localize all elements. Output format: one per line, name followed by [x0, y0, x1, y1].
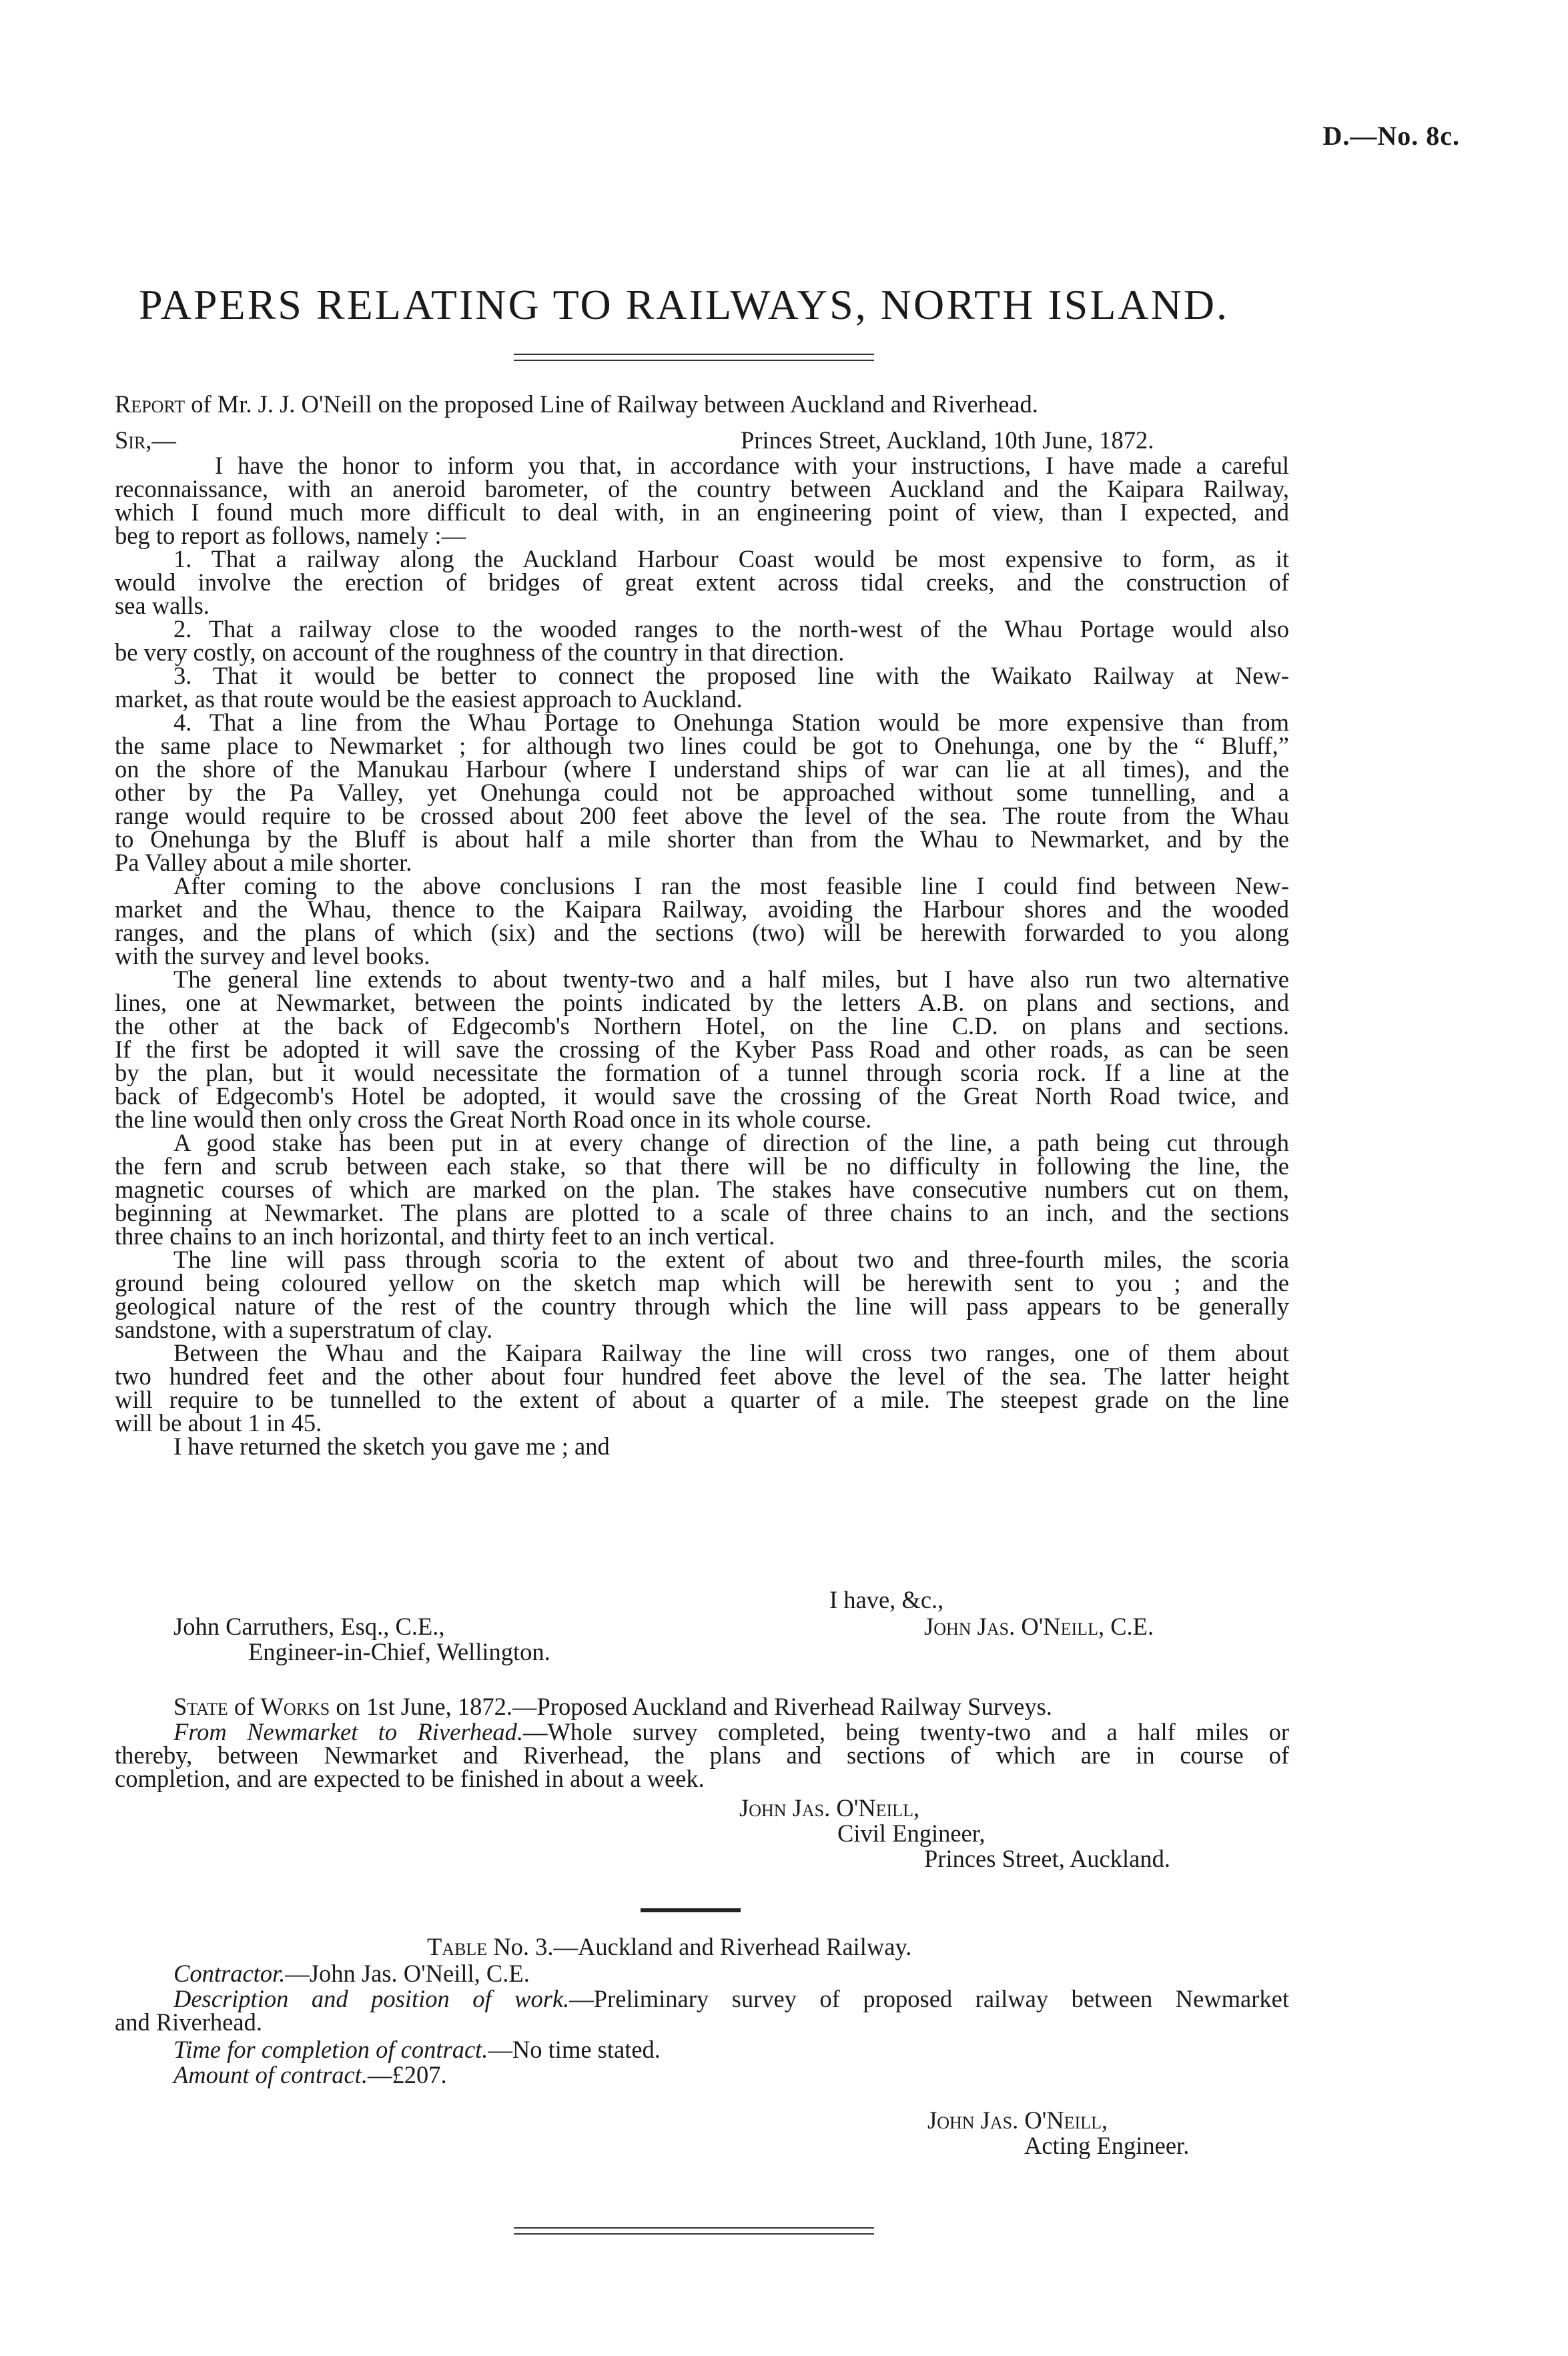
report-paragraph-7-line-3: the other at the back of Edgecomb's Northern Hotel, on the line C.D. on plans and sections.: [115, 1012, 1289, 1040]
amount-value: —£207.: [367, 2061, 447, 2088]
report-paragraph-7-line-4: If the first be adopted it will save the crossing of the Kyber Pass Road and other roads, as can be seen: [115, 1036, 1289, 1063]
route-label: From Newmarket to Riverhead.: [173, 1718, 523, 1745]
report-paragraph-4-line-1: 3. That it would be better to connect the proposed line with the Waikato Railway at New-: [173, 662, 1289, 689]
report-closing: I have, &c.,: [829, 1586, 944, 1613]
state-line-3: completion, and are expected to be finished in about a week.: [115, 1765, 705, 1792]
report-paragraph-10-line-1: Between the Whau and the Kaipara Railway the line will cross two ranges, one of them about: [173, 1339, 1289, 1366]
contractor-value: —John Jas. O'Neill, C.E.: [285, 1960, 530, 1987]
description-row: [115, 1987, 1289, 2034]
state-of: of: [228, 1693, 261, 1720]
report-paragraph-8-line-5: three chains to an inch horizontal, and thirty feet to an inch vertical.: [115, 1222, 775, 1250]
state-line-1: [115, 1720, 1289, 1743]
route-text: —Whole survey completed, being twenty-two and a half miles or: [522, 1718, 1290, 1745]
report-paragraph-1-line-1: I have the honor to inform you that, in accordance with your instructions, I have made a careful: [215, 452, 1289, 479]
report-paragraph-1-line-4: beg to report as follows, namely :—: [115, 522, 466, 549]
description-line-2: and Riverhead.: [115, 2008, 262, 2036]
report-paragraph-1-line-2: reconnaissance, with an aneroid barometer, of the country between Auckland and the Kaipara Railway,: [115, 475, 1289, 502]
table-signature-title: Acting Engineer.: [1024, 2132, 1190, 2159]
report-paragraph-6-line-4: with the survey and level books.: [115, 942, 430, 969]
report-paragraph-7-line-6: back of Edgecomb's Hotel be adopted, it would save the crossing of the Great North Road twice, and: [115, 1082, 1289, 1110]
report-paragraph-3-line-1: 2. That a railway close to the wooded ranges to the north-west of the Whau Portage would also: [173, 615, 1289, 643]
table-label: Table: [427, 1933, 488, 1960]
report-heading: [115, 392, 1289, 416]
document-reference: D.—No. 8c.: [1322, 121, 1460, 151]
state-label: State: [173, 1693, 228, 1720]
page-title: PAPERS RELATING TO RAILWAYS, NORTH ISLAND.: [138, 281, 1230, 328]
report-paragraph-5-line-7: Pa Valley about a mile shorter.: [115, 849, 412, 876]
report-paragraph-5-line-5: range would require to be crossed about 200 feet above the level of the sea. The route from the Whau: [115, 802, 1289, 829]
description-label: Description and position of work.: [173, 1985, 570, 2012]
time-value: —No time stated.: [488, 2036, 661, 2063]
recipient-title: Engineer-in-Chief, Wellington.: [248, 1638, 550, 1665]
report-paragraph-5-line-3: on the shore of the Manukau Harbour (where I understand ships of war can lie at all times), and the: [115, 755, 1289, 783]
report-paragraph-10-line-3: will require to be tunnelled to the extent of about a quarter of a mile. The steepest grade on the line: [115, 1386, 1289, 1413]
report-heading-text: of Mr. J. J. O'Neill on the proposed Line of Railway between Auckland and Riverhead.: [185, 390, 1038, 418]
amount-label: Amount of contract.: [173, 2061, 368, 2088]
table-signature-name: John Jas. O'Neill,: [927, 2106, 1108, 2134]
state-line-2: thereby, between Newmarket and Riverhead, the plans and sections of which are in course of: [115, 1741, 1289, 1769]
state-signature-title: Civil Engineer,: [837, 1820, 986, 1847]
contractor-row: [173, 1962, 530, 1985]
report-paragraph-8-line-1: A good stake has been put in at every change of direction of the line, a path being cut through: [173, 1129, 1289, 1156]
report-paragraph-2-line-2: would involve the erection of bridges of great extent across tidal creeks, and the construction of: [115, 568, 1289, 596]
report-paragraph-7-line-5: by the plan, but it would necessitate the formation of a tunnel through scoria rock. If a line at the: [115, 1059, 1289, 1086]
state-signature-address: Princes Street, Auckland.: [924, 1845, 1170, 1872]
report-paragraph-9-line-3: geological nature of the rest of the country through which the line will pass appears to be generally: [115, 1292, 1289, 1320]
report-paragraph-5-line-1: 4. That a line from the Whau Portage to Onehunga Station would be more expensive than from: [173, 709, 1289, 736]
table-heading: [427, 1935, 911, 1958]
description-line-1: [115, 1987, 1289, 2010]
report-signature: John Jas. O'Neill, C.E.: [924, 1613, 1154, 1640]
report-paragraph-6-line-1: After coming to the above conclusions I ran the most feasible line I could find between New-: [173, 872, 1289, 899]
report-paragraph-8-line-4: beginning at Newmarket. The plans are plotted to a scale of three chains to an inch, and the sections: [115, 1199, 1289, 1226]
amount-row: [173, 2063, 447, 2086]
report-heading-label: Report: [115, 390, 185, 418]
report-paragraph-2-line-3: sea walls.: [115, 592, 210, 619]
report-paragraph-6-line-2: market and the Whau, thence to the Kaipara Railway, avoiding the Harbour shores and the wooded: [115, 895, 1289, 923]
report-paragraph-5-line-2: the same place to Newmarket ; for although two lines could be got to Onehunga, one by the “ Bluff,”: [115, 732, 1289, 759]
description-value: —Preliminary survey of proposed railway between Newmarket: [569, 1985, 1289, 2012]
report-address: Princes Street, Auckland, 10th June, 1872.: [741, 426, 1154, 454]
report-paragraph-10-line-4: will be about 1 in 45.: [115, 1409, 322, 1437]
report-paragraph-8-line-3: magnetic courses of which are marked on the plan. The stakes have consecutive numbers cut on them,: [115, 1176, 1289, 1203]
report-paragraph-7-line-7: the line would then only cross the Great North Road once in its whole course.: [115, 1106, 872, 1133]
time-label: Time for completion of contract.: [173, 2036, 488, 2063]
report-paragraph-9-line-1: The line will pass through scoria to the extent of about two and three-fourth miles, the scoria: [173, 1246, 1289, 1273]
title-divider: [514, 354, 874, 361]
report-paragraph-11-line-1: I have returned the sketch you gave me ; and: [173, 1433, 610, 1460]
report-paragraph-3-line-2: be very costly, on account of the roughness of the country in that direction.: [115, 639, 845, 666]
time-row: [173, 2038, 661, 2061]
report-paragraph-5-line-4: other by the Pa Valley, yet Onehunga could not be approached without some tunnelling, and a: [115, 779, 1289, 806]
state-signature-name: John Jas. O'Neill,: [739, 1794, 920, 1822]
recipient-name: John Carruthers, Esq., C.E.,: [173, 1613, 445, 1640]
report-paragraph-7-line-1: The general line extends to about twenty-two and a half miles, but I have also run two alternative: [173, 965, 1289, 993]
report-paragraph-8-line-2: the fern and scrub between each stake, so that there will be no difficulty in following the line, the: [115, 1152, 1289, 1180]
state-heading-text: on 1st June, 1872.—Proposed Auckland and Riverhead Railway Surveys.: [330, 1693, 1052, 1720]
report-paragraph-2-line-1: 1. That a railway along the Auckland Harbour Coast would be most expensive to form, as it: [173, 545, 1289, 572]
state-of-works-heading: [173, 1695, 1052, 1718]
report-body: [115, 454, 1289, 1458]
report-paragraph-9-line-2: ground being coloured yellow on the sketch map which will be herewith sent to you ; and the: [115, 1269, 1289, 1296]
report-paragraph-4-line-2: market, as that route would be the easiest approach to Auckland.: [115, 685, 743, 713]
report-paragraph-10-line-2: two hundred feet and the other about four hundred feet above the level of the sea. The latter height: [115, 1362, 1289, 1390]
footer-divider: [514, 2227, 874, 2235]
works-label: Works: [260, 1693, 330, 1720]
table-heading-text: No. 3.—Auckland and Riverhead Railway.: [487, 1933, 912, 1960]
state-of-works-body: [115, 1720, 1289, 1790]
section-divider: [641, 1908, 741, 1912]
report-paragraph-7-line-2: lines, one at Newmarket, between the points indicated by the letters A.B. on plans and sections, and: [115, 989, 1289, 1016]
contractor-label: Contractor.: [173, 1960, 286, 1987]
salutation: Sir,—: [115, 426, 176, 454]
report-paragraph-1-line-3: which I found much more difficult to deal with, in an engineering point of view, than I expected, and: [115, 498, 1289, 526]
report-paragraph-5-line-6: to Onehunga by the Bluff is about half a mile shorter than from the Whau to Newmarket, and by the: [115, 825, 1289, 853]
report-paragraph-9-line-4: sandstone, with a superstratum of clay.: [115, 1316, 493, 1343]
report-paragraph-6-line-3: ranges, and the plans of which (six) and the sections (two) will be herewith forwarded to you along: [115, 919, 1289, 946]
